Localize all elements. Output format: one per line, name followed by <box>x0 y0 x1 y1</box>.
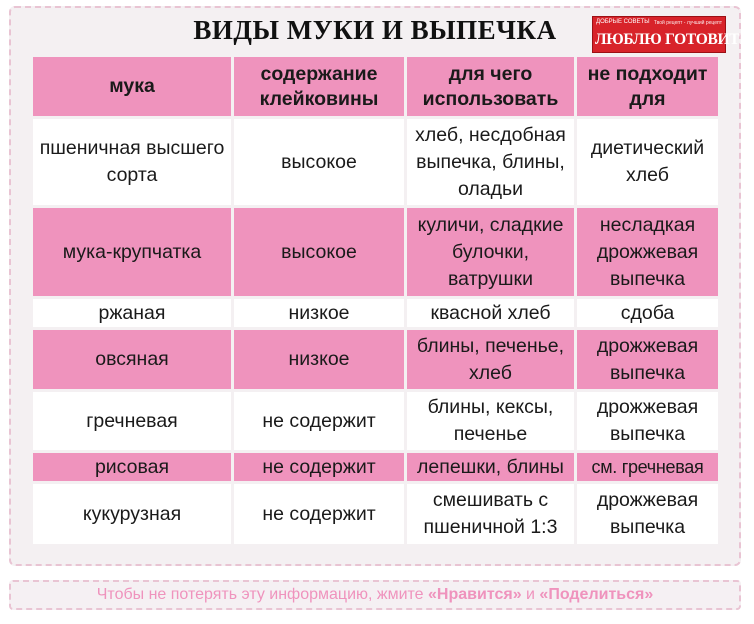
cell-not-suitable: дрожжевая выпечка <box>576 391 720 452</box>
table-row <box>32 391 720 452</box>
share-reminder <box>9 580 741 610</box>
cell-usage: блины, печенье, хлеб <box>406 329 576 391</box>
header-flour: мука <box>32 56 233 118</box>
logo-tagline-left: ДОБРЫЕ СОВЕТЫ <box>596 19 650 25</box>
cell-not-suitable: дрожжевая выпечка <box>576 483 720 546</box>
cell-gluten: не содержит <box>233 483 406 546</box>
cell-usage: хлеб, несдобная выпечка, блины, оладьи <box>406 118 576 207</box>
page-title: ВИДЫ МУКИ И ВЫПЕЧКА <box>193 15 557 45</box>
cell-flour: кукурузная <box>32 483 233 546</box>
cell-not-suitable: диетический хлеб <box>576 118 720 207</box>
cell-gluten: не содержит <box>233 391 406 452</box>
cell-not-suitable: дрожжевая выпечка <box>576 329 720 391</box>
cell-not-suitable: сдоба <box>576 298 720 329</box>
cell-flour: мука-крупчатка <box>32 207 233 298</box>
cell-gluten: низкое <box>233 298 406 329</box>
table-row <box>32 483 720 546</box>
logo-tagline-right: Твой рецепт - лучший рецепт <box>653 20 722 26</box>
table-row <box>32 207 720 298</box>
table-row <box>32 329 720 391</box>
cell-usage: лепешки, блины <box>406 452 576 483</box>
share-link[interactable]: «Поделиться» <box>539 586 654 603</box>
cell-gluten: высокое <box>233 118 406 207</box>
cell-gluten: низкое <box>233 329 406 391</box>
cell-usage: блины, кексы, печенье <box>406 391 576 452</box>
cell-not-suitable: несладкая дрожжевая выпечка <box>576 207 720 298</box>
header-usage: для чего использовать <box>406 56 576 118</box>
header-gluten: содержание клейковины <box>233 56 406 118</box>
brand-logo <box>592 16 754 53</box>
cell-usage: квасной хлеб <box>406 298 576 329</box>
header-not-suitable: не подходит для <box>576 56 720 118</box>
cell-flour: ржаная <box>32 298 233 329</box>
cell-usage: смешивать с пшеничной 1:3 <box>406 483 576 546</box>
cell-not-suitable: см. гречневая <box>576 452 720 483</box>
footer-text: Чтобы не потерять эту информацию, жмите <box>96 586 429 603</box>
footer-and: и <box>521 586 540 603</box>
table-row <box>32 452 720 483</box>
cell-flour: рисовая <box>32 452 233 483</box>
cell-usage: куличи, сладкие булочки, ватрушки <box>406 207 576 298</box>
cell-flour: овсяная <box>32 329 233 391</box>
table-header-row <box>32 56 720 118</box>
like-link[interactable]: «Нравится» <box>428 586 522 603</box>
table-row <box>32 298 720 329</box>
cell-gluten: высокое <box>233 207 406 298</box>
cell-flour: гречневая <box>32 391 233 452</box>
cell-gluten: не содержит <box>233 452 406 483</box>
cell-flour: пшеничная высшего сорта <box>32 118 233 207</box>
flour-table <box>30 54 721 547</box>
logo-main-text: ЛЮБЛЮ ГОТОВИТЬ! <box>595 31 754 48</box>
table-row <box>32 118 720 207</box>
